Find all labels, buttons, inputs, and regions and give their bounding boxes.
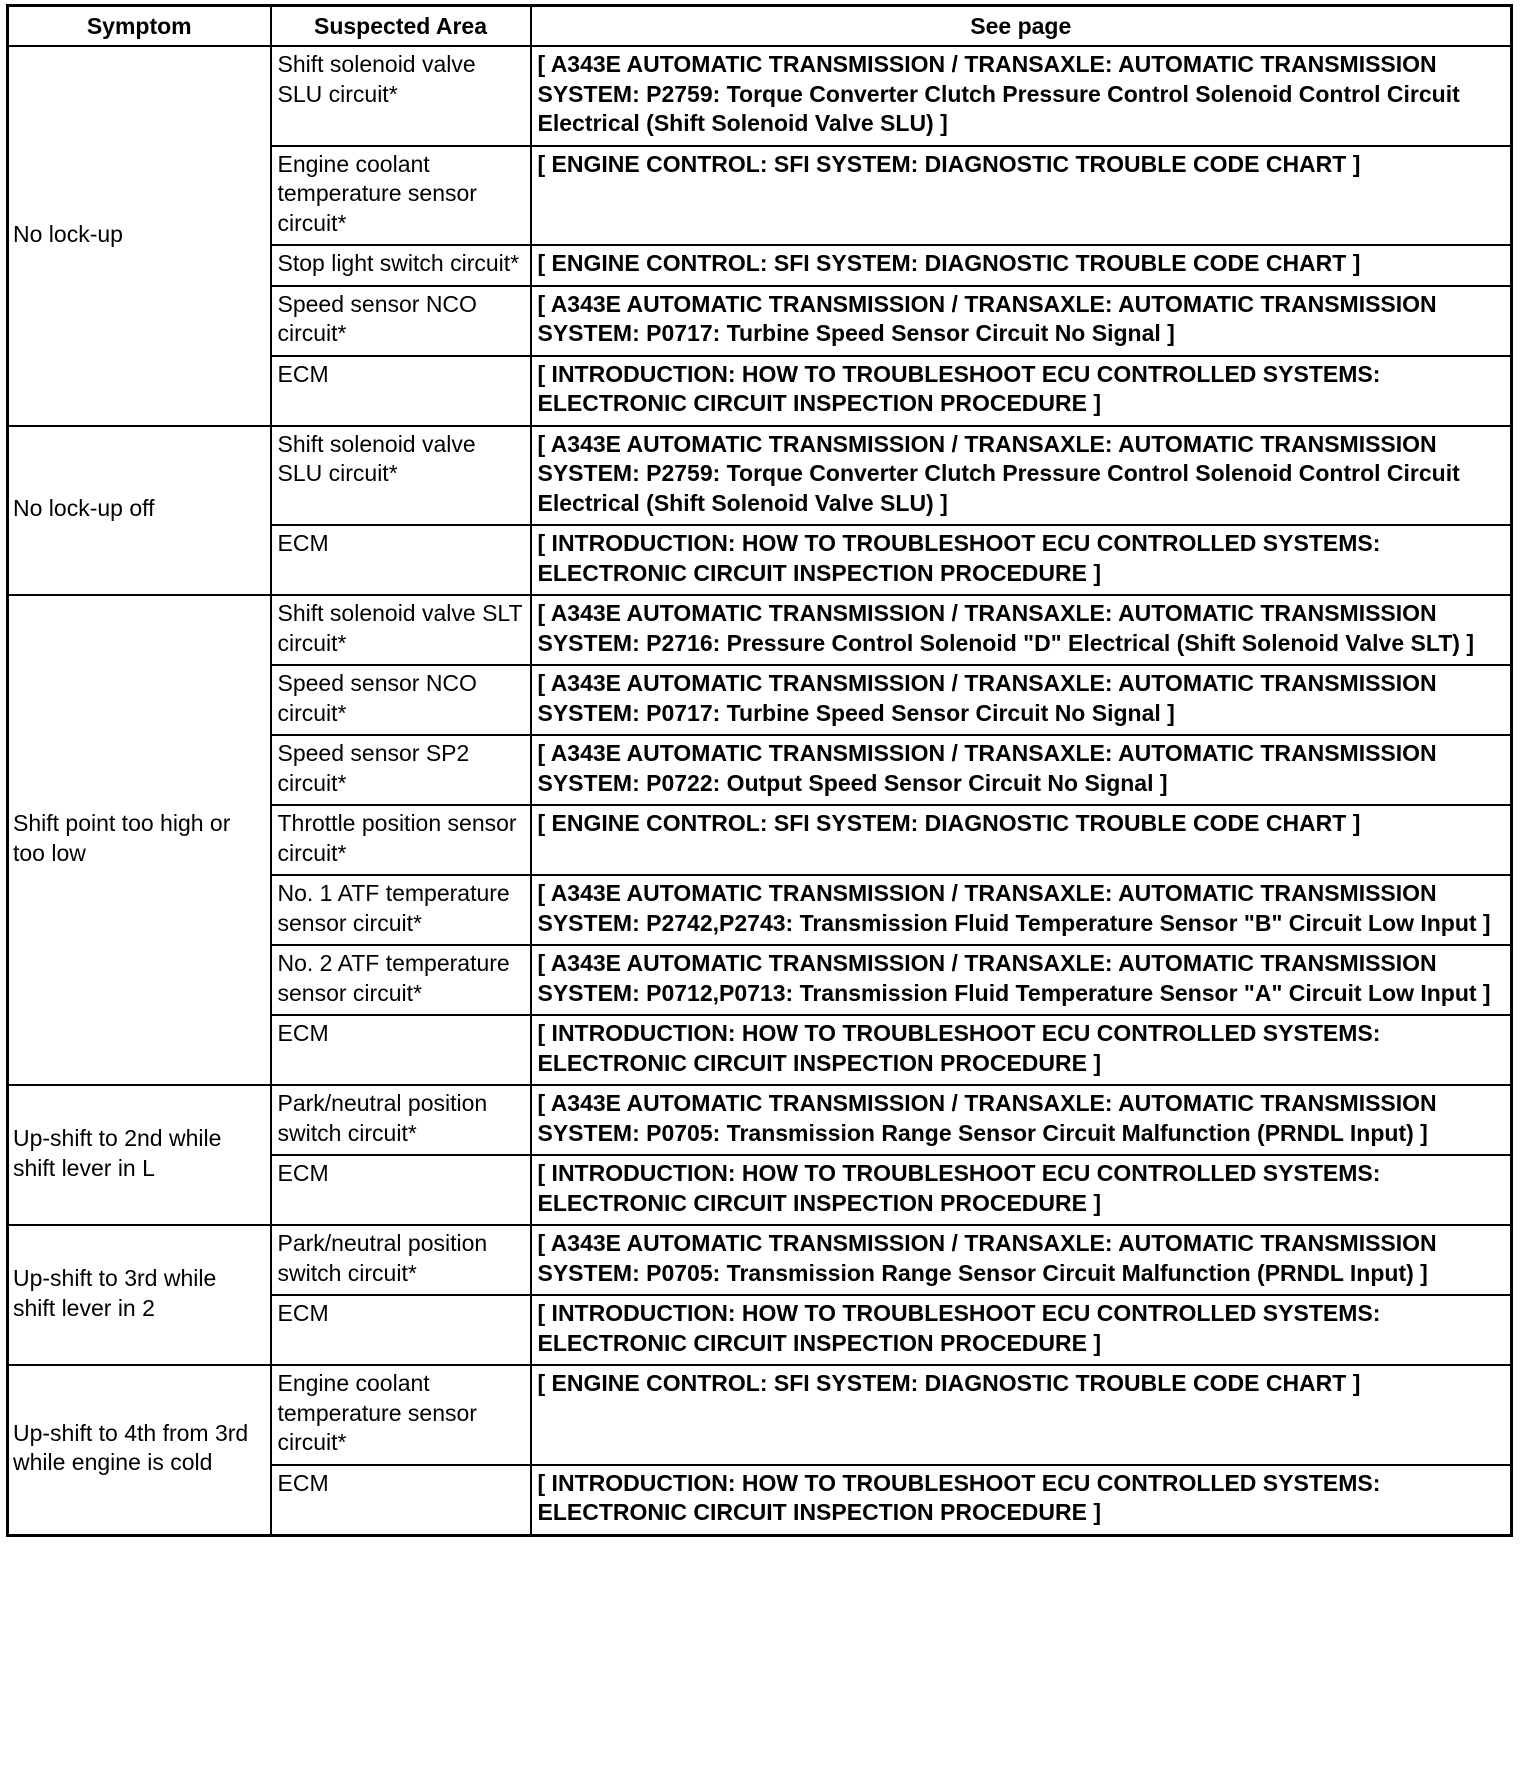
suspected-area-cell: Speed sensor SP2 circuit* [271, 735, 531, 805]
see-page-reference-cell: [ A343E AUTOMATIC TRANSMISSION / TRANSAXLE: AUTOMATIC TRANSMISSION SYSTEM: P2742,P2743: Transmission Fluid Temperature Sensor "B" Circuit Low Input ] [531, 875, 1512, 945]
suspected-area-cell: Shift solenoid valve SLU circuit* [271, 426, 531, 526]
troubleshooting-table-container [6, 4, 1510, 1537]
symptom-cell: No lock-up off [8, 426, 271, 596]
see-page-reference-cell: [ INTRODUCTION: HOW TO TROUBLESHOOT ECU CONTROLLED SYSTEMS: ELECTRONIC CIRCUIT INSPECTION PROCEDURE ] [531, 525, 1512, 595]
suspected-area-cell: Speed sensor NCO circuit* [271, 665, 531, 735]
symptom-cell: Up-shift to 2nd while shift lever in L [8, 1085, 271, 1225]
suspected-area-cell: Engine coolant temperature sensor circuit* [271, 146, 531, 246]
see-page-reference-cell: [ ENGINE CONTROL: SFI SYSTEM: DIAGNOSTIC TROUBLE CODE CHART ] [531, 1365, 1512, 1465]
header-row [8, 6, 1512, 47]
table-row [8, 1085, 1512, 1155]
suspected-area-cell: ECM [271, 356, 531, 426]
suspected-area-cell: No. 1 ATF temperature sensor circuit* [271, 875, 531, 945]
suspected-area-cell: Speed sensor NCO circuit* [271, 286, 531, 356]
see-page-reference-cell: [ A343E AUTOMATIC TRANSMISSION / TRANSAXLE: AUTOMATIC TRANSMISSION SYSTEM: P0705: Transmission Range Sensor Circuit Malfunction (PRNDL Input) ] [531, 1225, 1512, 1295]
suspected-area-cell: ECM [271, 1015, 531, 1085]
see-page-reference-cell: [ A343E AUTOMATIC TRANSMISSION / TRANSAXLE: AUTOMATIC TRANSMISSION SYSTEM: P0712,P0713: Transmission Fluid Temperature Sensor "A" Circuit Low Input ] [531, 945, 1512, 1015]
suspected-area-cell: ECM [271, 1155, 531, 1225]
header-see-page: See page [531, 6, 1512, 47]
see-page-reference-cell: [ INTRODUCTION: HOW TO TROUBLESHOOT ECU CONTROLLED SYSTEMS: ELECTRONIC CIRCUIT INSPECTION PROCEDURE ] [531, 1465, 1512, 1536]
suspected-area-cell: Engine coolant temperature sensor circuit* [271, 1365, 531, 1465]
see-page-reference-cell: [ INTRODUCTION: HOW TO TROUBLESHOOT ECU CONTROLLED SYSTEMS: ELECTRONIC CIRCUIT INSPECTION PROCEDURE ] [531, 1015, 1512, 1085]
suspected-area-cell: Shift solenoid valve SLT circuit* [271, 595, 531, 665]
table-row [8, 1225, 1512, 1295]
symptom-cell: Up-shift to 4th from 3rd while engine is cold [8, 1365, 271, 1535]
table-row [8, 1365, 1512, 1465]
see-page-reference-cell: [ A343E AUTOMATIC TRANSMISSION / TRANSAXLE: AUTOMATIC TRANSMISSION SYSTEM: P2759: Torque Converter Clutch Pressure Control Solenoid Control Circuit Electrical (Shift Solenoid Valve SLU) ] [531, 426, 1512, 526]
see-page-reference-cell: [ INTRODUCTION: HOW TO TROUBLESHOOT ECU CONTROLLED SYSTEMS: ELECTRONIC CIRCUIT INSPECTION PROCEDURE ] [531, 1155, 1512, 1225]
table-row [8, 426, 1512, 526]
see-page-reference-cell: [ A343E AUTOMATIC TRANSMISSION / TRANSAXLE: AUTOMATIC TRANSMISSION SYSTEM: P2716: Pressure Control Solenoid "D" Electrical (Shift Solenoid Valve SLT) ] [531, 595, 1512, 665]
suspected-area-cell: Throttle position sensor circuit* [271, 805, 531, 875]
header-suspected-area: Suspected Area [271, 6, 531, 47]
see-page-reference-cell: [ ENGINE CONTROL: SFI SYSTEM: DIAGNOSTIC TROUBLE CODE CHART ] [531, 146, 1512, 246]
see-page-reference-cell: [ A343E AUTOMATIC TRANSMISSION / TRANSAXLE: AUTOMATIC TRANSMISSION SYSTEM: P0722: Output Speed Sensor Circuit No Signal ] [531, 735, 1512, 805]
symptom-cell: Shift point too high or too low [8, 595, 271, 1085]
see-page-reference-cell: [ A343E AUTOMATIC TRANSMISSION / TRANSAXLE: AUTOMATIC TRANSMISSION SYSTEM: P2759: Torque Converter Clutch Pressure Control Solenoid Control Circuit Electrical (Shift Solenoid Valve SLU) ] [531, 46, 1512, 146]
see-page-reference-cell: [ INTRODUCTION: HOW TO TROUBLESHOOT ECU CONTROLLED SYSTEMS: ELECTRONIC CIRCUIT INSPECTION PROCEDURE ] [531, 1295, 1512, 1365]
see-page-reference-cell: [ A343E AUTOMATIC TRANSMISSION / TRANSAXLE: AUTOMATIC TRANSMISSION SYSTEM: P0705: Transmission Range Sensor Circuit Malfunction (PRNDL Input) ] [531, 1085, 1512, 1155]
table-row [8, 46, 1512, 146]
suspected-area-cell: Park/neutral position switch circuit* [271, 1085, 531, 1155]
suspected-area-cell: No. 2 ATF temperature sensor circuit* [271, 945, 531, 1015]
see-page-reference-cell: [ A343E AUTOMATIC TRANSMISSION / TRANSAXLE: AUTOMATIC TRANSMISSION SYSTEM: P0717: Turbine Speed Sensor Circuit No Signal ] [531, 665, 1512, 735]
suspected-area-cell: Stop light switch circuit* [271, 245, 531, 286]
suspected-area-cell: Park/neutral position switch circuit* [271, 1225, 531, 1295]
table-body [8, 46, 1512, 1535]
see-page-reference-cell: [ ENGINE CONTROL: SFI SYSTEM: DIAGNOSTIC TROUBLE CODE CHART ] [531, 245, 1512, 286]
suspected-area-cell: ECM [271, 1295, 531, 1365]
see-page-reference-cell: [ INTRODUCTION: HOW TO TROUBLESHOOT ECU CONTROLLED SYSTEMS: ELECTRONIC CIRCUIT INSPECTION PROCEDURE ] [531, 356, 1512, 426]
see-page-reference-cell: [ A343E AUTOMATIC TRANSMISSION / TRANSAXLE: AUTOMATIC TRANSMISSION SYSTEM: P0717: Turbine Speed Sensor Circuit No Signal ] [531, 286, 1512, 356]
suspected-area-cell: ECM [271, 525, 531, 595]
symptom-cell: Up-shift to 3rd while shift lever in 2 [8, 1225, 271, 1365]
see-page-reference-cell: [ ENGINE CONTROL: SFI SYSTEM: DIAGNOSTIC TROUBLE CODE CHART ] [531, 805, 1512, 875]
symptom-cell: No lock-up [8, 46, 271, 426]
header-symptom: Symptom [8, 6, 271, 47]
suspected-area-cell: Shift solenoid valve SLU circuit* [271, 46, 531, 146]
symptom-table [6, 4, 1513, 1537]
table-row [8, 595, 1512, 665]
suspected-area-cell: ECM [271, 1465, 531, 1536]
